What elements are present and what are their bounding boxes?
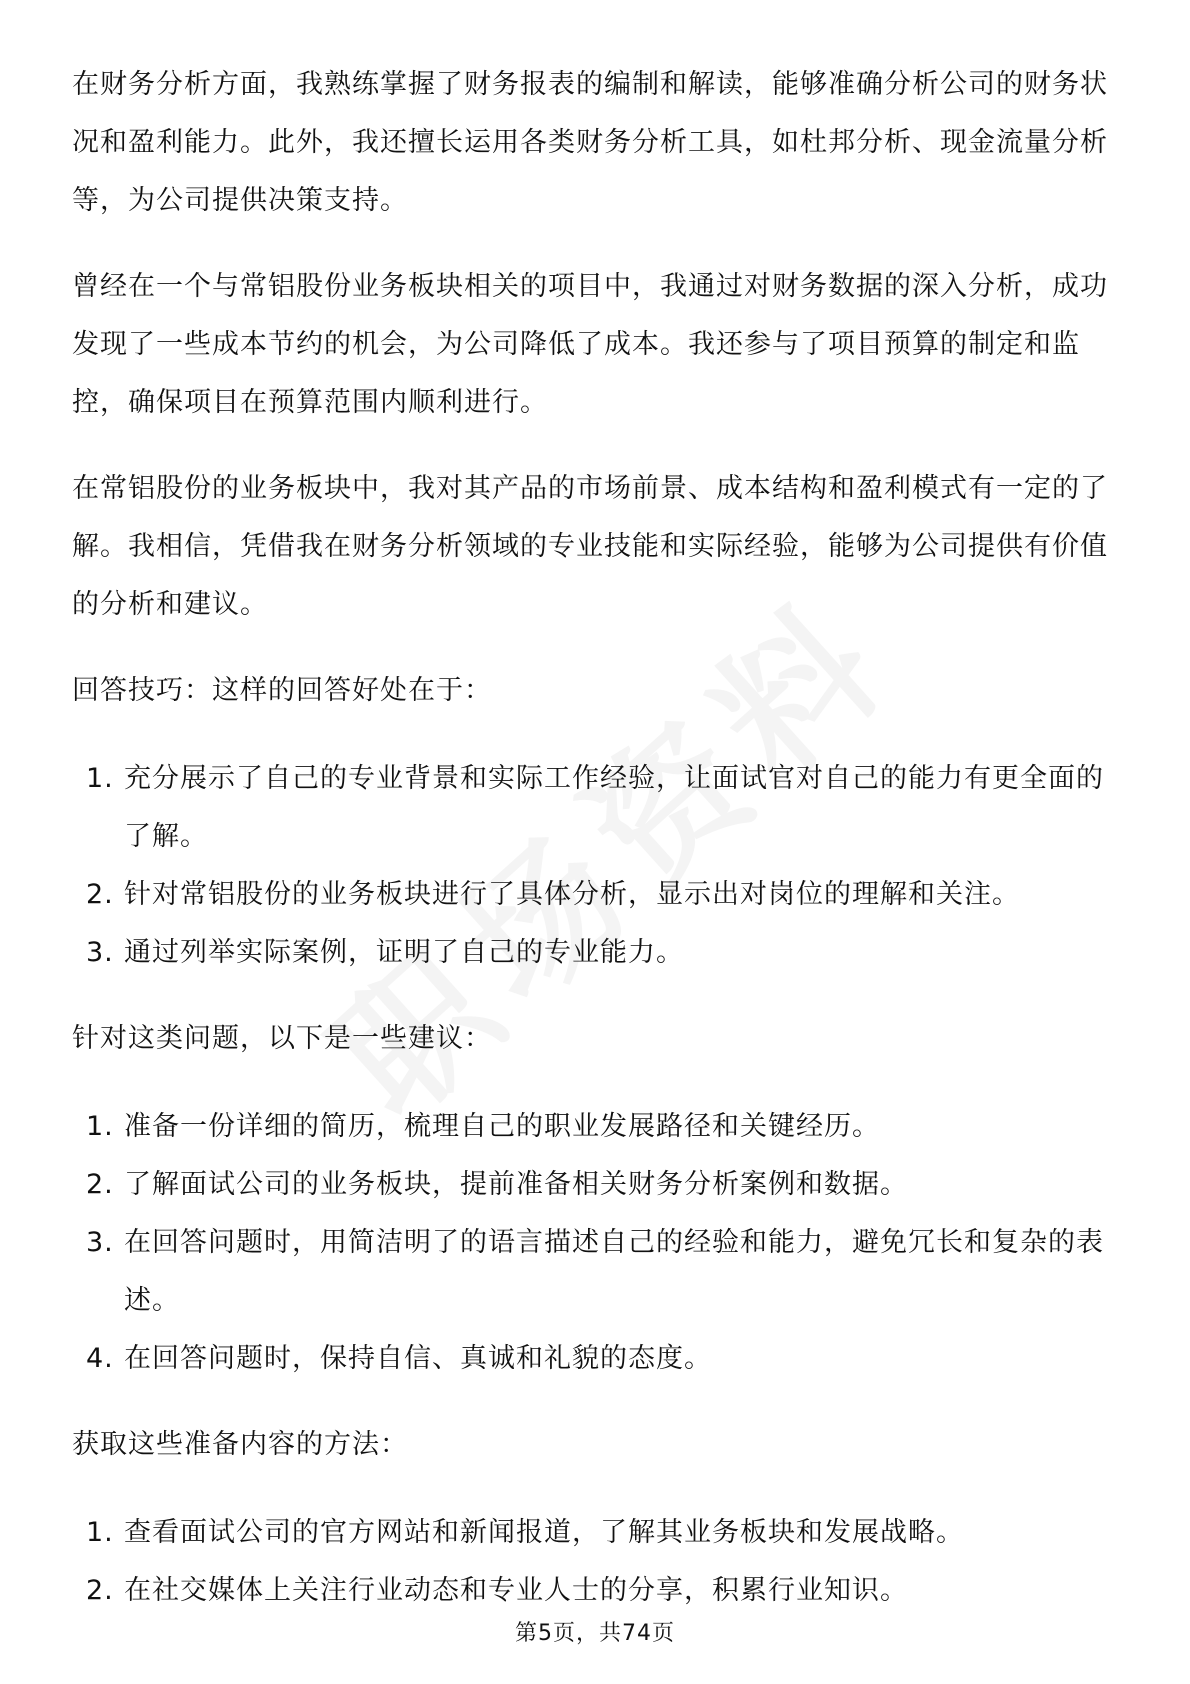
list-item bbox=[72, 1504, 1118, 1562]
list-item-text: 了解面试公司的业务板块，提前准备相关财务分析案例和数据。 bbox=[124, 1169, 908, 1200]
list-item bbox=[72, 750, 1118, 866]
list-item bbox=[72, 1330, 1118, 1388]
list-item bbox=[72, 924, 1118, 982]
methods-heading: 获取这些准备内容的方法： bbox=[72, 1429, 408, 1460]
list-number: 3. bbox=[86, 937, 114, 968]
list-item-text: 通过列举实际案例，证明了自己的专业能力。 bbox=[124, 937, 684, 968]
list-item-text: 准备一份详细的简历，梳理自己的职业发展路径和关键经历。 bbox=[124, 1111, 880, 1142]
paragraph-financial-analysis: 在财务分析方面，我熟练掌握了财务报表的编制和解读，能够准确分析公司的财务状况和盈利能力。此外，我还擅长运用各类财务分析工具，如杜邦分析、现金流量分析等，为公司提供决策支持。 bbox=[72, 69, 1108, 216]
paragraph-business-understanding: 在常铝股份的业务板块中，我对其产品的市场前景、成本结构和盈利模式有一定的了解。我相信，凭借我在财务分析领域的专业技能和实际经验，能够为公司提供有价值的分析和建议。 bbox=[72, 473, 1108, 620]
methods-list bbox=[72, 1504, 1118, 1620]
page-number-footer: 第5页，共74页 bbox=[515, 1621, 675, 1646]
list-item-text: 充分展示了自己的专业背景和实际工作经验，让面试官对自己的能力有更全面的了解。 bbox=[124, 763, 1104, 852]
list-item-text: 在回答问题时，用简洁明了的语言描述自己的经验和能力，避免冗长和复杂的表述。 bbox=[124, 1227, 1104, 1316]
list-item bbox=[72, 1156, 1118, 1214]
document-page bbox=[72, 56, 1118, 1648]
suggestions-heading: 针对这类问题，以下是一些建议： bbox=[72, 1023, 492, 1054]
list-number: 1. bbox=[86, 763, 114, 794]
list-number: 2. bbox=[86, 1169, 114, 1200]
suggestions-list bbox=[72, 1098, 1118, 1388]
list-item-text: 查看面试公司的官方网站和新闻报道，了解其业务板块和发展战略。 bbox=[124, 1517, 964, 1548]
tips-list bbox=[72, 750, 1118, 982]
list-number: 1. bbox=[86, 1517, 114, 1548]
paragraph-project-experience: 曾经在一个与常铝股份业务板块相关的项目中，我通过对财务数据的深入分析，成功发现了一些成本节约的机会，为公司降低了成本。我还参与了项目预算的制定和监控，确保项目在预算范围内顺利进行。 bbox=[72, 271, 1108, 418]
list-item bbox=[72, 1098, 1118, 1156]
list-item bbox=[72, 1562, 1118, 1620]
list-item bbox=[72, 1214, 1118, 1330]
list-number: 4. bbox=[86, 1343, 114, 1374]
list-item-text: 在回答问题时，保持自信、真诚和礼貌的态度。 bbox=[124, 1343, 712, 1374]
list-number: 2. bbox=[86, 1575, 114, 1606]
list-number: 3. bbox=[86, 1227, 114, 1258]
list-item bbox=[72, 866, 1118, 924]
list-item-text: 在社交媒体上关注行业动态和专业人士的分享，积累行业知识。 bbox=[124, 1575, 908, 1606]
list-number: 1. bbox=[86, 1111, 114, 1142]
list-item-text: 针对常铝股份的业务板块进行了具体分析，显示出对岗位的理解和关注。 bbox=[124, 879, 1020, 910]
list-number: 2. bbox=[86, 879, 114, 910]
tips-heading: 回答技巧：这样的回答好处在于： bbox=[72, 675, 492, 706]
